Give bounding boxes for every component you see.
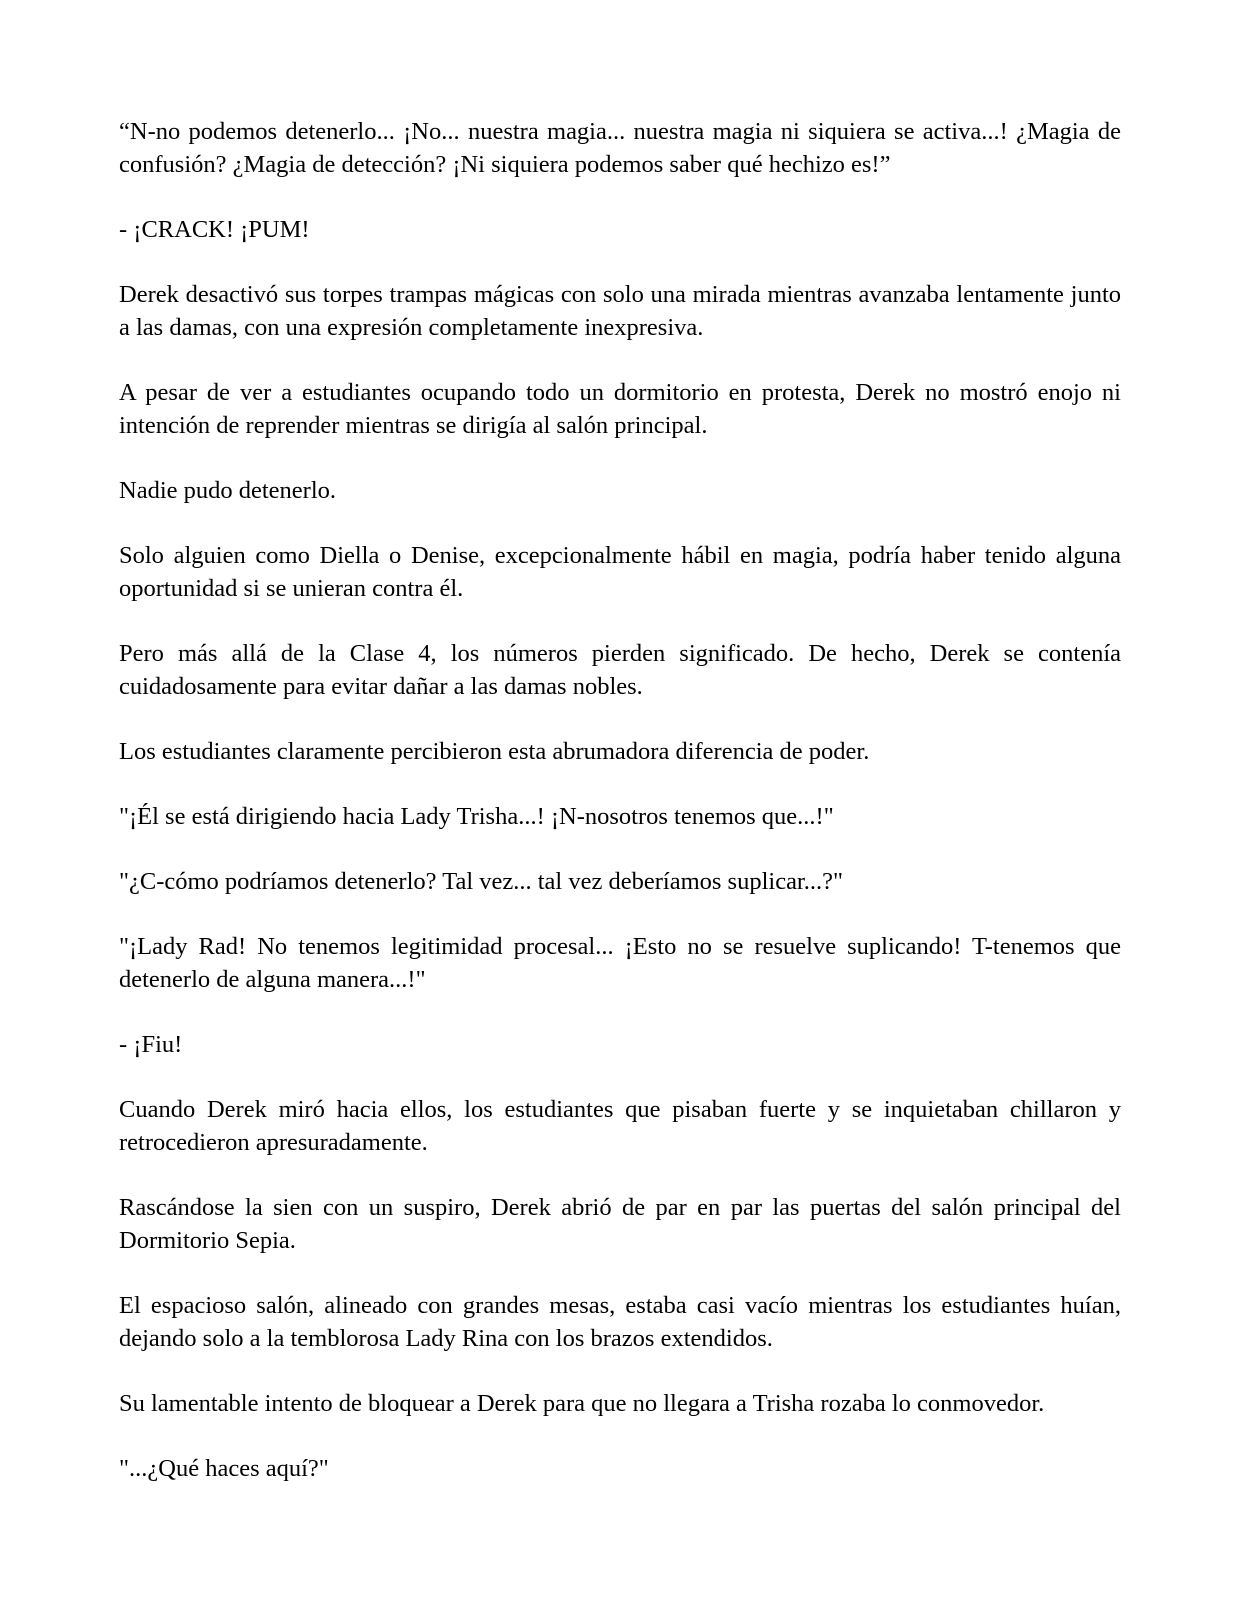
paragraph-4: A pesar de ver a estudiantes ocupando todo un dormitorio en protesta, Derek no mostró enojo ni intención de reprender mientras se dirigía al salón principal. — [119, 379, 1121, 439]
paragraph-8: Los estudiantes claramente percibieron esta abrumadora diferencia de poder. — [119, 738, 870, 765]
paragraph-5: Nadie pudo detenerlo. — [119, 477, 337, 504]
paragraph-15: El espacioso salón, alineado con grandes mesas, estaba casi vacío mientras los estudiantes huían, dejando solo a la temblorosa Lady Rina con los brazos extendidos. — [119, 1292, 1121, 1352]
paragraph-9: "¡Él se está dirigiendo hacia Lady Trisha...! ¡N-nosotros tenemos que...!" — [119, 803, 834, 830]
paragraph-14: Rascándose la sien con un suspiro, Derek abrió de par en par las puertas del salón principal del Dormitorio Sepia. — [119, 1194, 1121, 1254]
paragraph-16: Su lamentable intento de bloquear a Derek para que no llegara a Trisha rozaba lo conmovedor. — [119, 1390, 1045, 1417]
paragraph-6: Solo alguien como Diella o Denise, excepcionalmente hábil en magia, podría haber tenido alguna oportunidad si se unieran contra él. — [119, 542, 1121, 602]
paragraph-11: "¡Lady Rad! No tenemos legitimidad procesal... ¡Esto no se resuelve suplicando! T-tenemos que detenerlo de alguna manera...!" — [119, 933, 1121, 993]
paragraph-2: - ¡CRACK! ¡PUM! — [119, 216, 310, 243]
paragraph-13: Cuando Derek miró hacia ellos, los estudiantes que pisaban fuerte y se inquietaban chillaron y retrocedieron apresuradamente. — [119, 1096, 1121, 1156]
paragraph-7: Pero más allá de la Clase 4, los números pierden significado. De hecho, Derek se contenía cuidadosamente para evitar dañar a las damas nobles. — [119, 640, 1121, 700]
paragraph-1: “N-no podemos detenerlo... ¡No... nuestra magia... nuestra magia ni siquiera se activa...! ¿Magia de confusión? ¿Magia de detección? ¡Ni siquiera podemos saber qué hechizo es!” — [119, 118, 1121, 178]
paragraph-3: Derek desactivó sus torpes trampas mágicas con solo una mirada mientras avanzaba lentamente junto a las damas, con una expresión completamente inexpresiva. — [119, 281, 1121, 341]
paragraph-12: - ¡Fiu! — [119, 1031, 183, 1058]
document-body — [119, 115, 1121, 1485]
paragraph-10: "¿C-cómo podríamos detenerlo? Tal vez... tal vez deberíamos suplicar...?" — [119, 868, 843, 895]
paragraph-17: "...¿Qué haces aquí?" — [119, 1455, 329, 1482]
